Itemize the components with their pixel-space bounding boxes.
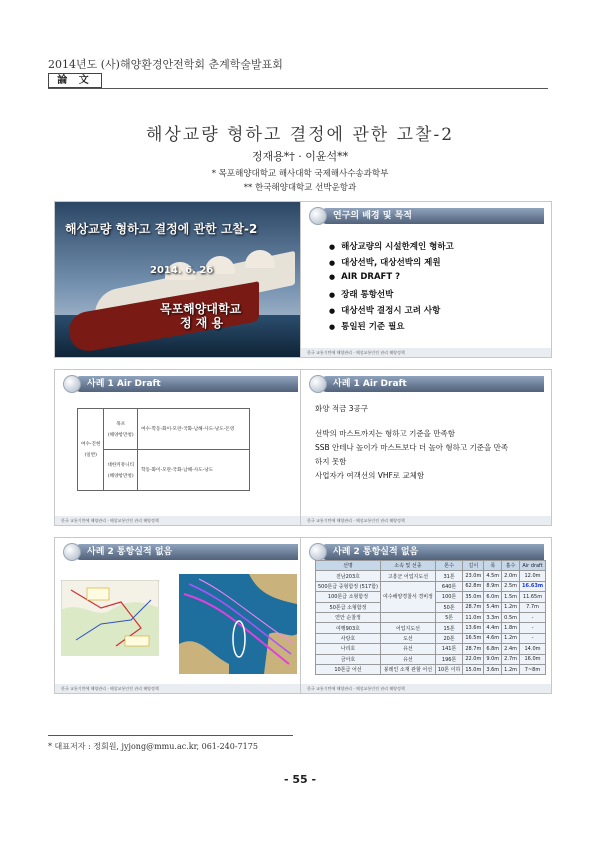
table-cell: 여수-진현 (일반) [78,409,104,491]
table-cell: 9.0m [484,654,502,664]
affiliation-2: ** 한국해양대학교 선박운항과 [243,183,357,193]
table-cell: 3.6m [484,664,502,674]
table-cell: - [520,612,546,622]
table-cell: 141톤 [435,644,462,654]
cover-title: 해상교량 형하고 결정에 관한 고찰-2 [65,222,258,236]
table-cell: 16.5m [463,633,484,643]
column-header: 선명 [316,561,381,571]
slide-header: 사례 1 Air Draft [319,376,544,392]
table-cell: 16.63m [520,581,546,591]
table-cell: 20톤 [435,633,462,643]
table-cell: 여수-학동-화이-모란-국화-남해-사도-낭도-돈영 [138,409,250,450]
table-cell: 4.4m [484,623,502,633]
table-cell: 196톤 [435,654,462,664]
slide-subtitle: 화양 적금 3공구 [315,404,369,413]
table-cell [380,612,435,622]
slide-case1-text [300,369,552,526]
page-number: - 55 - [283,773,317,786]
text-line: 하지 못함 [315,457,347,466]
list-item: ● 대상선박, 대상선박의 제원 [329,256,441,268]
cover-presenter: 정 재 용 [180,316,224,330]
table-cell: 15.0m [463,664,484,674]
slide-case2-table [300,537,552,694]
table-cell: 28.7m [463,644,484,654]
column-header: 소속 및 선종 [380,561,435,571]
table-cell: 23.0m [463,571,484,581]
table-cell: 사랑호 [316,633,381,643]
table-cell: 전남203호 [316,571,381,581]
table-cell: 나리호 [316,644,381,654]
slide-case1-table [54,369,306,526]
column-header: Air draft [520,561,546,571]
table-cell: 2.0m [502,571,520,581]
table-cell: 50톤 [435,602,462,612]
table-cell: 2.7m [502,654,520,664]
table-cell: 13.6m [463,623,484,633]
table-header-row [316,561,546,571]
table-cell: 2.5m [502,581,520,591]
table-cell: 고흥군 어업지도선 [380,571,435,581]
cover-date: 2014. 6. 26 [150,265,214,276]
slide-footer: 한국 교통기반에 해양관리 · 해상교통안전 관리 해양정책 [301,684,551,693]
radar-track-image [179,574,297,674]
list-item: ● AIR DRAFT ? [329,272,400,282]
header-bullet-icon [63,375,81,393]
table-cell: 대한커뮤니티 (해양항만청) [104,450,138,491]
table-cell: 10톤 이하 [435,664,462,674]
conference-name: 2014년도 (사)해양환경안전학회 춘계학술발표회 [48,58,283,71]
text-line: 선박의 마스트까지는 형하고 기준을 만족함 [315,429,455,438]
table-cell: 6.8m [484,644,502,654]
table-cell: 31톤 [435,571,462,581]
table-cell: 5톤 [435,612,462,622]
table-cell: 3.3m [484,612,502,622]
paper-tag: 論 文 [48,73,102,88]
table-cell: 14.0m [520,644,546,654]
table-cell: 0.5m [502,612,520,622]
table-cell: 15톤 [435,623,462,633]
table-cell: 100톤급 소형함정 [316,592,381,602]
table-cell: 유선 [380,654,435,664]
table-cell: 22.0m [463,654,484,664]
header-bullet-icon [63,543,81,561]
table-row [316,644,546,654]
table-cell: 7.7m [520,602,546,612]
vessel-table [315,560,546,675]
table-cell: 500톤급 중형함정 (517함) [316,581,381,591]
table-cell: - [520,633,546,643]
slide-header: 사례 1 Air Draft [73,376,298,392]
slide-header: 사례 2 통항실적 없음 [319,544,544,560]
list-item: ● 통일된 기준 필요 [329,320,405,332]
column-header: 폭 [484,561,502,571]
table-cell: 62.8m [463,581,484,591]
table-cell: 붕레인 소재 관할 어선 [380,664,435,674]
case1-table [77,408,250,491]
table-cell: 35.0m [463,592,484,602]
table-cell: 1.5m [502,592,520,602]
table-cell: 12.0m [520,571,546,581]
slide-footer: 한국 교통기반에 해양관리 · 해상교통안전 관리 해양정책 [301,516,551,525]
table-cell: 6.0m [484,592,502,602]
table-cell: 2.4m [502,644,520,654]
table-cell: 28.7m [463,602,484,612]
table-cell: 여수해양경찰서 경비정 [380,581,435,612]
table-cell: 5.4m [484,602,502,612]
table-cell: 학동-화이-모란-국화-남해-사도-낭도 [138,450,250,491]
table-row [316,633,546,643]
table-cell: 금아호 [316,654,381,664]
table-row [316,612,546,622]
slide-header: 연구의 배경 및 목적 [319,208,544,224]
header-bullet-icon [309,207,327,225]
text-line: 사업자가 여객선의 VHF로 교체함 [315,471,425,480]
affiliation-1: * 목포해양대학교 해사대학 국제해사수송과학부 [211,169,389,179]
route-map-image [61,580,159,656]
table-row [316,571,546,581]
table-cell: 여행903호 [316,623,381,633]
table-cell: 4.5m [484,571,502,581]
header-bullet-icon [309,543,327,561]
list-item: ● 해상교량의 시설한계인 형하고 [329,240,454,252]
text-line: SSB 안테나 높이가 마스트보다 더 높아 형하고 기준을 만족 [315,443,509,452]
table-cell: 유선 [380,644,435,654]
paper-title: 해상교량 형하고 결정에 관한 고찰-2 [145,125,455,145]
table-cell: 목포 (해양항만청) [104,409,138,450]
table-cell: 11.0m [463,612,484,622]
slide-case2-maps [54,537,306,694]
column-header: 톤수 [435,561,462,571]
footnote: * 대표저자 : 정회원, jyjong@mmu.ac.kr, 061-240-7175 [48,742,258,751]
table-row [316,664,546,674]
table-cell: 1.2m [502,664,520,674]
slide-background-purpose [300,201,552,358]
slide-header: 사례 2 통항실적 없음 [73,544,298,560]
table-cell: 50톤급 소형함정 [316,602,381,612]
table-row [316,623,546,633]
table-cell: 7~8m [520,664,546,674]
header-bullet-icon [309,375,327,393]
list-item: ● 대상선박 결정시 고려 사항 [329,304,440,316]
paper-authors: 정재용*† · 이윤석** [251,150,349,163]
table-cell: 8.9m [484,581,502,591]
table-cell: 1.8m [502,623,520,633]
slide-footer: 한국 교통기반에 해양관리 · 해상교통안전 관리 해양정책 [55,516,305,525]
table-cell: 11.65m [520,592,546,602]
column-header: 길이 [463,561,484,571]
footnote-rule [48,735,293,736]
table-cell: 도선 [380,633,435,643]
table-cell: 640톤 [435,581,462,591]
table-cell: 어업지도선 [380,623,435,633]
slide-footer: 한국 교통기반에 해양관리 · 해상교통안전 관리 해양정책 [301,348,551,357]
table-cell: - [520,623,546,633]
table-row [316,654,546,664]
table-cell: 1.2m [502,633,520,643]
slide-footer: 한국 교통기반에 해양관리 · 해상교통안전 관리 해양정책 [55,684,305,693]
column-header: 흘수 [502,561,520,571]
table-cell: 연안 순찰정 [316,612,381,622]
table-cell: 100톤 [435,592,462,602]
table-cell: 1.2m [502,602,520,612]
slide-cover [54,201,306,358]
table-cell: 4.6m [484,633,502,643]
list-item: ● 장래 통항선박 [329,288,393,300]
table-cell: 10톤급 어선 [316,664,381,674]
header-rule [48,88,548,89]
cover-university: 목포해양대학교 [160,302,242,316]
table-cell: 16.0m [520,654,546,664]
table-row [316,581,546,591]
